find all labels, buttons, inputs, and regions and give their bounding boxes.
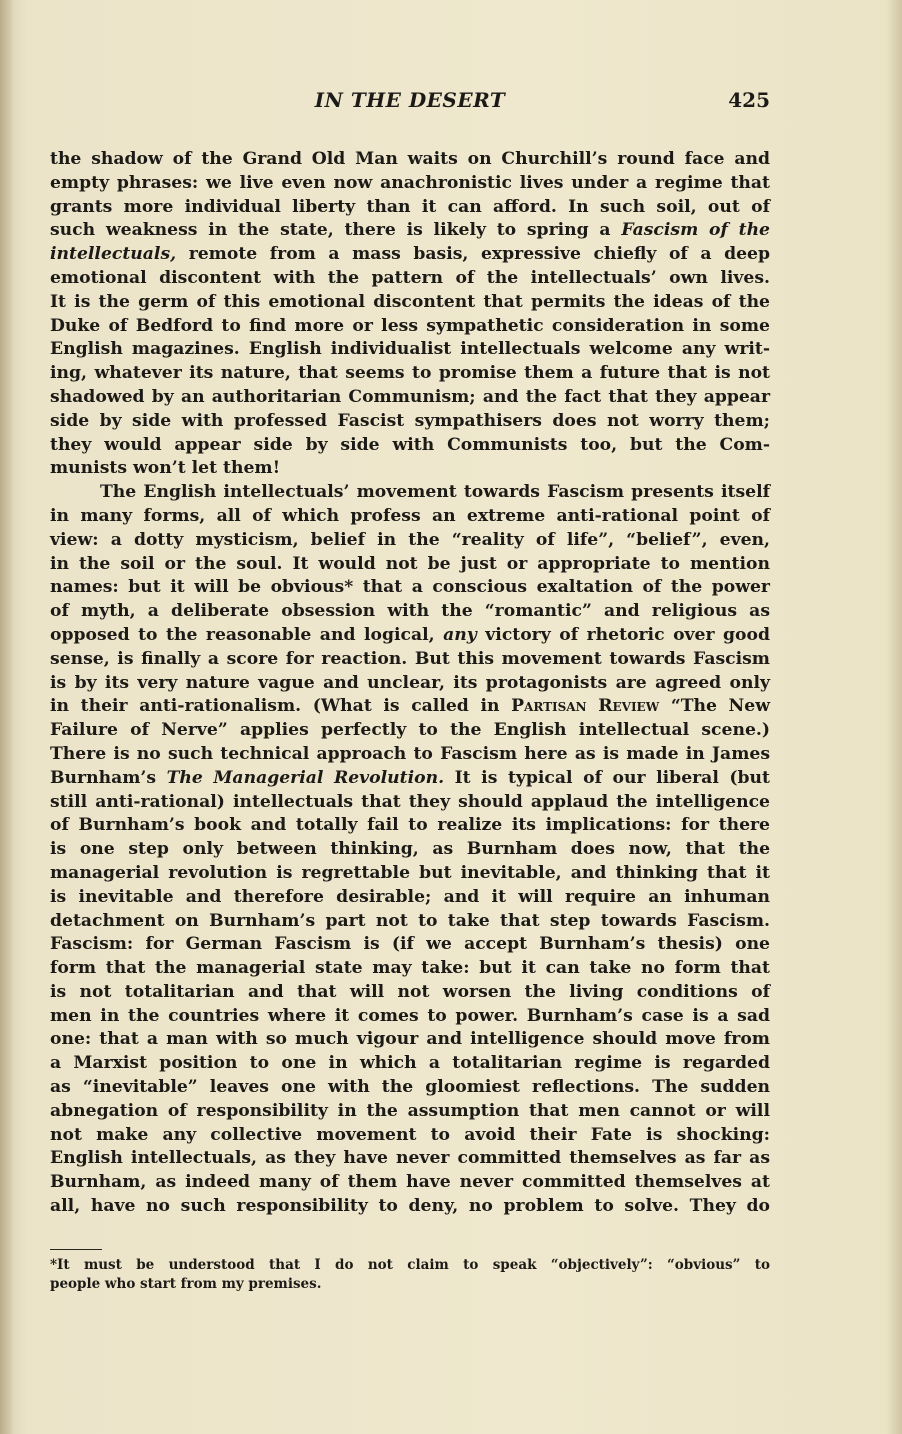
text-segment: in their anti-rationalism. (What is called in <box>50 696 500 717</box>
text-line: shadowed by an authoritarian Communism; and the fact that they appear <box>50 386 770 407</box>
footnote <box>50 1256 770 1294</box>
text-line <box>50 767 770 791</box>
text-line: empty phrases: we live even now anachronistic lives under a regime that <box>50 172 770 193</box>
text-line: the shadow of the Grand Old Man waits on Churchill’s round face and <box>50 149 770 169</box>
text-line: munists won’t let them! <box>50 458 281 479</box>
text-line: emotional discontent with the pattern of the intellectuals’ own lives. <box>50 267 770 288</box>
italic-text: Fascism of the <box>621 220 770 241</box>
text-line: sense, is finally a score for reaction. But this movement towards Fascism <box>50 648 770 669</box>
journal-title: Partisan Review <box>511 696 660 717</box>
text-line: view: a dotty mysticism, belief in the “reality of life”, “belief”, even, <box>50 529 770 550</box>
page-edge <box>886 0 902 1434</box>
running-head <box>50 88 770 116</box>
text-line: is one step only between thinking, as Burnham does now, that the <box>50 839 770 860</box>
italic-text: any <box>443 624 477 645</box>
text-line <box>50 243 770 267</box>
text-line <box>50 219 770 243</box>
italic-text: intellectuals, <box>50 244 177 265</box>
text-line: Burnham, as indeed many of them have never committed themselves at <box>50 1172 770 1193</box>
text-line: Duke of Bedford to find more or less sympathetic consideration in some <box>50 315 770 336</box>
text-line: The English intellectuals’ movement towards Fascism presents itself <box>100 482 770 503</box>
text-segment: victory of rhetoric over good <box>485 624 770 645</box>
text-line: in many forms, all of which profess an extreme anti-rational point of <box>50 505 770 526</box>
text-line: of Burnham’s book and totally fail to realize its implications: for there <box>50 815 770 836</box>
text-line: grants more individual liberty than it can afford. In such soil, out of <box>50 196 770 217</box>
text-line: is by its very nature vague and unclear, its protagonists are agreed only <box>50 672 770 693</box>
text-line: men in the countries where it comes to power. Burnham’s case is a sad <box>50 1005 770 1026</box>
text-line: English magazines. English individualist intellectuals welcome any writ- <box>50 339 770 360</box>
text-line: still anti-rational) intellectuals that they should applaud the intelligence <box>50 791 770 812</box>
book-title: The Managerial Revolution. <box>166 767 445 788</box>
text-segment: opposed to the reasonable and logical, <box>50 624 435 645</box>
text-line: is not totalitarian and that will not worsen the living conditions of <box>50 981 770 1002</box>
footnote-line: *It must be understood that I do not claim to speak “objectively”: “obvious” to <box>50 1257 770 1273</box>
text-line <box>50 695 770 719</box>
running-title: IN THE DESERT <box>314 88 506 112</box>
text-segment: remote from a mass basis, expressive chiefly of a deep <box>188 244 770 265</box>
text-line: detachment on Burnham’s part not to take that step towards Fascism. <box>50 910 770 931</box>
text-line: all, have no such responsibility to deny, no problem to solve. They do <box>50 1196 770 1217</box>
footnote-rule <box>50 1249 102 1250</box>
body-text <box>50 148 770 1219</box>
text-line: There is no such technical approach to Fascism here as is made in James <box>50 743 770 764</box>
text-line: Fascism: for German Fascism is (if we accept Burnham’s thesis) one <box>50 934 770 955</box>
text-line: abnegation of responsibility in the assumption that men cannot or will <box>50 1100 770 1121</box>
text-line: Failure of Nerve” applies perfectly to the English intellectual scene.) <box>50 720 770 741</box>
text-line: is inevitable and therefore desirable; and it will require an inhuman <box>50 886 770 907</box>
text-line: ing, whatever its nature, that seems to promise them a future that is not <box>50 363 770 384</box>
text-line: one: that a man with so much vigour and intelligence should move from <box>50 1029 770 1050</box>
footnote-line: people who start from my premises. <box>50 1276 322 1292</box>
text-segment: “The New <box>670 696 770 717</box>
text-line: in the soil or the soul. It would not be just or appropriate to mention <box>50 553 770 574</box>
text-segment: such weakness in the state, there is likely to spring a <box>50 220 611 241</box>
text-line: they would appear side by side with Communists too, but the Com- <box>50 434 770 455</box>
text-line: English intellectuals, as they have never committed themselves as far as <box>50 1148 770 1169</box>
text-line: names: but it will be obvious* that a conscious exaltation of the power <box>50 577 770 598</box>
spine-shadow <box>0 0 14 1434</box>
page-number: 425 <box>728 88 770 112</box>
text-line: form that the managerial state may take: but it can take no form that <box>50 958 770 979</box>
text-segment: Burnham’s <box>50 767 157 788</box>
text-line <box>50 624 770 648</box>
text-line: not make any collective movement to avoid their Fate is shocking: <box>50 1124 770 1145</box>
text-line: side by side with professed Fascist sympathisers does not worry them; <box>50 410 770 431</box>
text-line: managerial revolution is regrettable but inevitable, and thinking that it <box>50 862 770 883</box>
text-line: as “inevitable” leaves one with the gloomiest reflections. The sudden <box>50 1077 770 1098</box>
text-line: of myth, a deliberate obsession with the “romantic” and religious as <box>50 601 770 622</box>
text-line: a Marxist position to one in which a totalitarian regime is regarded <box>50 1053 770 1074</box>
text-segment: It is typical of our liberal (but <box>454 767 770 788</box>
text-line: It is the germ of this emotional discontent that permits the ideas of the <box>50 291 770 312</box>
